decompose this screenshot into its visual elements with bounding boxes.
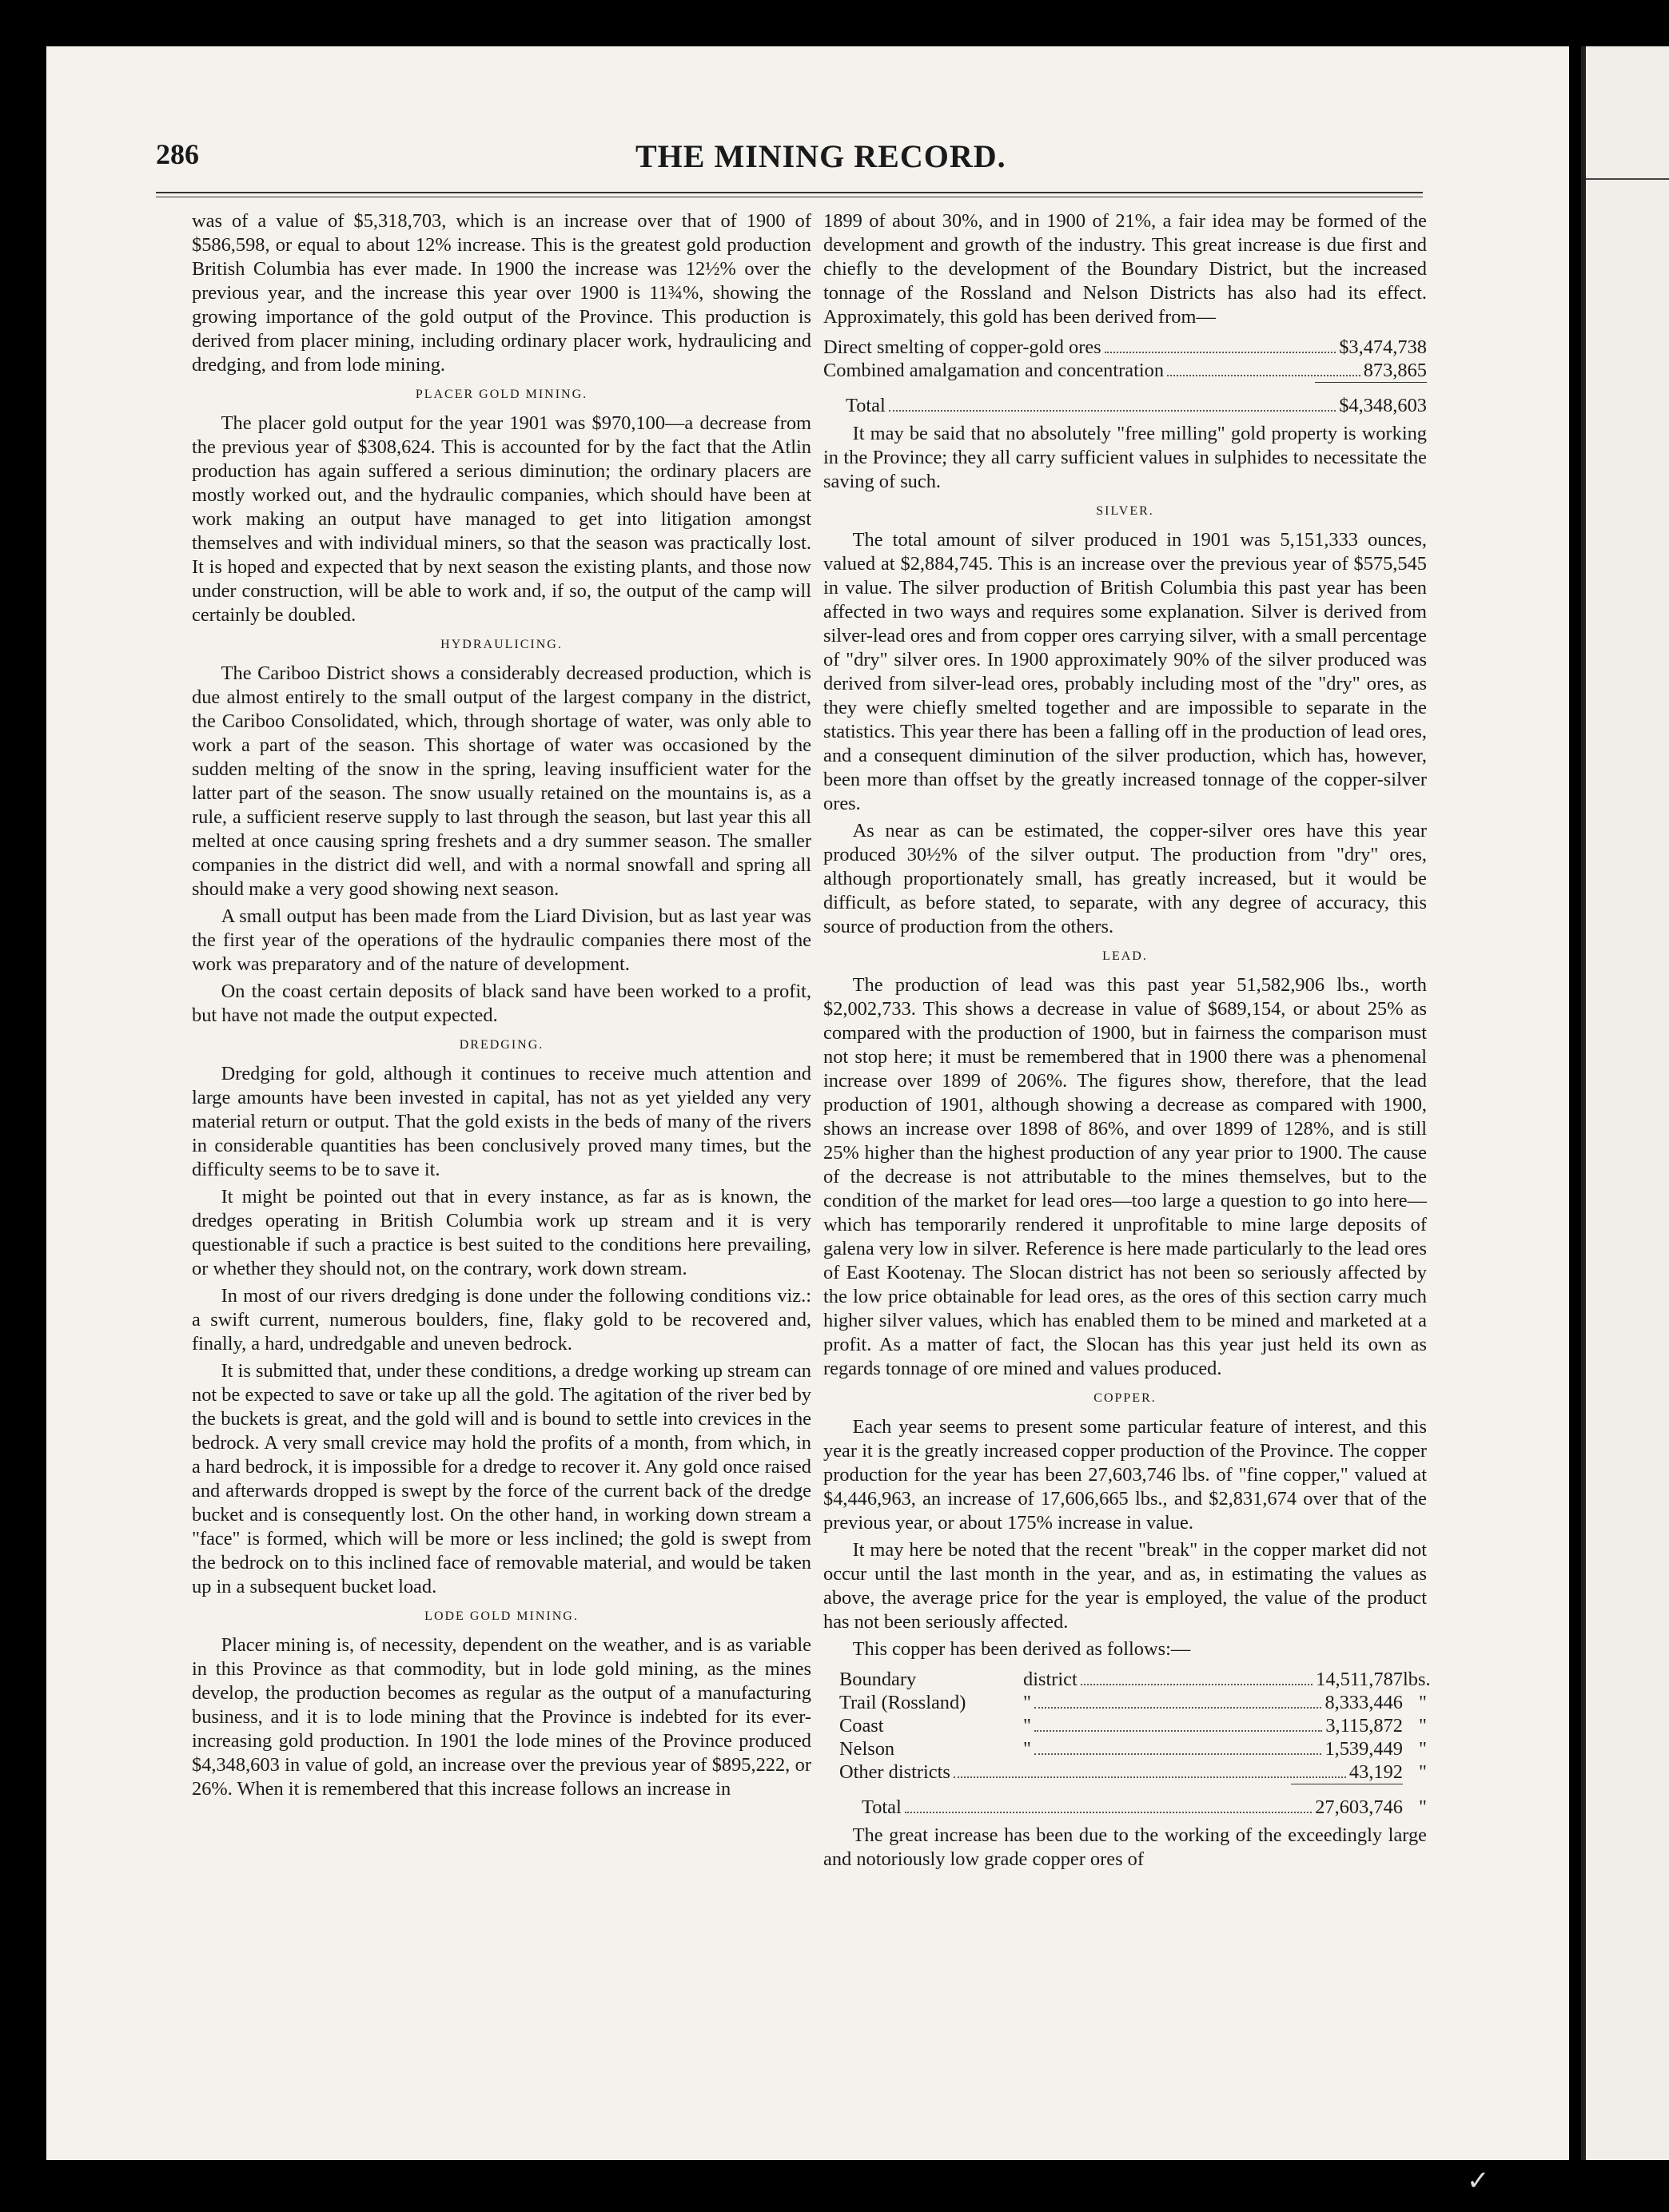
row-sublabel: " [1023, 1738, 1031, 1760]
table-row [823, 1714, 1427, 1737]
section-heading-lead: LEAD. [1102, 949, 1148, 963]
left-column [192, 209, 811, 1804]
paragraph: was of a value of $5,318,703, which is an increase over that of 1900 of $586,598, or equal to about 12% increase. This is the greatest gold production British Columbia has ever made. In 1900 the increase was 12½% over the previous year, and the increase this year over 1900 is 11¾%, showing the growing importance of the gold output of the Province. This production is derived from placer mining, including ordinary placer work, hydraulicing and dredging, and from lode mining. [192, 210, 811, 376]
paragraph: It is submitted that, under these conditions, a dredge working up stream can not be expected to save or take up all the gold. The agitation of the river bed by the buckets is great, and the gold will and is bound to settle into crevices in the bedrock. A very small crevice may hold the profits of a month, from which, in a hard bedrock, it is impossible for a dredge to recover it. Any gold once raised and afterwards dropped is swept by the force of the current back of the dredge bucket and is consequently lost. On the other hand, in working down stream a "face" is formed, which will be more or less inclined; the gold is swept from the bedrock on to this inclined face of removable material, and would be taken up in a subsequent bucket load. [192, 1360, 811, 1597]
row-label: Other districts [839, 1761, 950, 1783]
paragraph: On the coast certain deposits of black sand have been worked to a profit, but have not made the output expected. [192, 981, 811, 1026]
row-value: 3,115,872 [1325, 1715, 1403, 1737]
paragraph: A small output has been made from the Liard Division, but as last year was the first year of the operations of the hydraulic companies there most of the work was preparatory and of the nature of development. [192, 905, 811, 975]
row-label: Combined amalgamation and concentration [823, 360, 1165, 381]
header-rule [156, 192, 1423, 193]
paragraph: Dredging for gold, although it continues to receive much attention and large amounts have been invested in capital, has not as yet yielded any very material return or output. That the gold exists in the beds of many of the rivers in considerable quantities has been conclusively proved many times, but the difficulty seems to be to save it. [192, 1063, 811, 1180]
paragraph: The placer gold output for the year 1901 was $970,100—a decrease from the previous year of $308,624. This is accounted for by the fact that the Atlin production has again suffered a serious diminution; the ordinary placers are mostly worked out, and the hydraulic companies, which should have been at work making an output have managed to get into litigation amongst themselves and with individual miners, so that the season was practically lost. It is hoped and expected that by next season the existing plants, and those now under construction, will be able to work and, if so, the output of the camp will certainly be doubled. [192, 412, 811, 626]
sum-rule [1315, 382, 1427, 383]
row-label: Coast [839, 1715, 884, 1737]
section-heading-copper: COPPER. [1093, 1391, 1157, 1405]
total-label: Total [862, 1796, 902, 1818]
adjacent-page-edge [1581, 46, 1669, 2160]
copper-sources-table [823, 1668, 1431, 1819]
paragraph: The great increase has been due to the working of the exceedingly large and notoriously low grade copper ores of [823, 1824, 1427, 1870]
row-unit: " [1419, 1715, 1427, 1737]
leader-dots [1081, 1684, 1312, 1685]
total-value: $4,348,603 [1339, 395, 1427, 416]
section-heading-placer: PLACER GOLD MINING. [415, 388, 588, 401]
paragraph: It may be said that no absolutely "free milling" gold property is working in the Province; they all carry sufficient values in sulphides to necessitate the saving of such. [823, 423, 1427, 492]
total-row [823, 394, 1427, 417]
paragraph: As near as can be estimated, the copper-silver ores have this year produced 30½% of the silver output. The production from "dry" ores, although proportionately small, has greatly increased, but it would be difficult, as before stated, to separate, with any degree of accuracy, this source of production from the others. [823, 820, 1427, 937]
row-value: $3,474,738 [1339, 336, 1427, 358]
table-row [823, 1668, 1431, 1691]
total-label: Total [846, 395, 886, 416]
row-unit: lbs. [1403, 1669, 1431, 1690]
right-column [823, 209, 1431, 1875]
paragraph: The total amount of silver produced in 1901 was 5,151,333 ounces, valued at $2,884,745. This is an increase over the previous year of $575,545 in value. The silver production of British Columbia this past year has been affected in two ways and requires some explanation. Silver is derived from silver-lead ores and from copper ores carrying silver, with a small percentage of "dry" silver ores. In 1900 approximately 90% of the silver produced was derived from silver-lead ores, probably including most of the "dry" ores, as they were chiefly smelted together and are impossible to separate in the statistics. This year there has been a falling off in the production of lead ores, and a consequent diminution of the silver production, which has, however, been more than offset by the greatly increased tonnage of the copper-silver ores. [823, 529, 1427, 814]
row-value: 8,333,446 [1324, 1692, 1403, 1713]
total-row [823, 1796, 1427, 1819]
section-heading-dredging: DREDGING. [459, 1038, 544, 1052]
page-number: 286 [156, 138, 199, 170]
total-value: 27,603,746 [1315, 1796, 1403, 1818]
running-title: THE MINING RECORD. [635, 138, 1006, 174]
leader-dots [1034, 1707, 1321, 1709]
paragraph: 1899 of about 30%, and in 1900 of 21%, a fair idea may be formed of the development and growth of the industry. This great increase is due first and chiefly to the development of the Boundary District, but the increased tonnage of the Rossland and Nelson Districts has also had its effect. Approximately, this gold has been derived from— [823, 210, 1427, 328]
table-row [823, 359, 1427, 382]
row-value: 873,865 [1363, 360, 1427, 381]
corner-scan-mark: ✓ [1467, 2166, 1490, 2196]
paragraph: It might be pointed out that in every instance, as far as is known, the dredges operating in British Columbia work up stream and it is very questionable if such a practice is best suited to the conditions here prevailing, or whether they should not, on the contrary, work down stream. [192, 1186, 811, 1279]
paragraph: The production of lead was this past year 51,582,906 lbs., worth $2,002,733. This shows a decrease in value of $689,154, or about 25% as compared with the production of 1900, but in fairness the comparison must not stop here; it must be remembered that in 1900 there was a phenomenal increase over 1899 of 206%. The figures show, therefore, that the lead production of 1901, although showing a decrease as compared with 1900, shows an increase over 1898 of 86%, and over 1899 of 128%, and is still 25% higher than the highest production of any year prior to 1900. The cause of the decrease is not attributable to the mines themselves, but to the condition of the market for lead ores—too large a question to go into here—which has temporarily rendered it unprofitable to mine large deposits of galena very low in silver. Reference is here made particularly to the lead ores of East Kootenay. The Slocan district has not been so seriously affected by the low price obtainable for lead ores, as the ores of this section carry much higher silver values, which has enabled them to be mined and marketed at a profit. As a matter of fact, the Slocan has this year just held its own as regards tonnage of ore mined and values produced. [823, 974, 1427, 1379]
gold-sources-table [823, 336, 1427, 417]
row-value: 1,539,449 [1324, 1738, 1403, 1760]
row-sublabel: district [1023, 1669, 1077, 1690]
paragraph: Each year seems to present some particular feature of interest, and this year it is the greatly increased copper production of the Province. The copper production for the year has been 27,603,746 lbs. of "fine copper," valued at $4,446,963, an increase of 17,606,665 lbs., and $2,831,674 over that of the previous year, or about 175% increase in value. [823, 1416, 1427, 1534]
row-value: 43,192 [1348, 1761, 1403, 1783]
section-heading-hydraulicing: HYDRAULICING. [440, 638, 563, 651]
row-unit: " [1419, 1761, 1427, 1783]
row-label: Trail (Rossland) [839, 1692, 966, 1713]
row-label: Nelson [839, 1738, 895, 1760]
row-value: 14,511,787 [1316, 1669, 1403, 1690]
paragraph: It may here be noted that the recent "break" in the copper market did not occur until the last month in the year, and as, in estimating the values as above, the average price for the year is employed, the value of the product has not been seriously affected. [823, 1539, 1427, 1633]
row-unit: " [1419, 1692, 1427, 1713]
row-unit: " [1419, 1738, 1427, 1760]
leader-dots [905, 1812, 1312, 1813]
leader-dots [1167, 375, 1360, 376]
paragraph: The Cariboo District shows a considerably decreased production, which is due almost entirely to the small output of the largest company in the district, the Cariboo Consolidated, which, through shortage of water, was only able to work a part of the season. This shortage of water was occasioned by the sudden melting of the snow in the spring, leaving insufficient water for the latter part of the season. The snow usually retained on the mountains is, as a rule, a sufficient reserve supply to last through the season, but last year this all melted at once causing spring freshets and a dry summer season. The smaller companies in the district did well, and with a normal snowfall and spring all should make a very good showing next season. [192, 662, 811, 900]
table-row [823, 336, 1427, 359]
leader-dots [889, 410, 1336, 412]
row-label: Boundary [839, 1669, 917, 1690]
leader-dots [1034, 1730, 1322, 1732]
section-heading-silver: SILVER. [1096, 504, 1154, 518]
row-sublabel: " [1023, 1692, 1031, 1713]
table-row [823, 1691, 1427, 1714]
total-unit: " [1419, 1796, 1427, 1818]
leader-dots [1105, 352, 1336, 353]
table-row [823, 1760, 1427, 1784]
row-label: Direct smelting of copper-gold ores [823, 336, 1101, 358]
paragraph: This copper has been derived as follows:— [852, 1638, 1191, 1660]
paragraph: Placer mining is, of necessity, dependent on the weather, and is as variable in this Province as that commodity, but in lode gold mining, as the mines develop, the production becomes as regular as the output of a manufacturing business, and it is to lode mining that the Province is indebted for its ever-increasing gold production. In 1901 the lode mines of the Province produced $4,348,603 in value of gold, an increase over the previous year of $895,222, or 26%. When it is remembered that this increase follows an increase in [192, 1634, 811, 1800]
leader-dots [954, 1776, 1346, 1778]
paragraph: In most of our rivers dredging is done under the following conditions viz.: a swift current, numerous boulders, fine, flaky gold to be recovered and, finally, a hard, undredgable and uneven bedrock. [192, 1285, 811, 1355]
page-header [156, 137, 1419, 185]
row-sublabel: " [1023, 1715, 1031, 1737]
section-heading-lode: LODE GOLD MINING. [424, 1609, 579, 1623]
table-row [823, 1737, 1427, 1760]
leader-dots [1034, 1753, 1321, 1755]
